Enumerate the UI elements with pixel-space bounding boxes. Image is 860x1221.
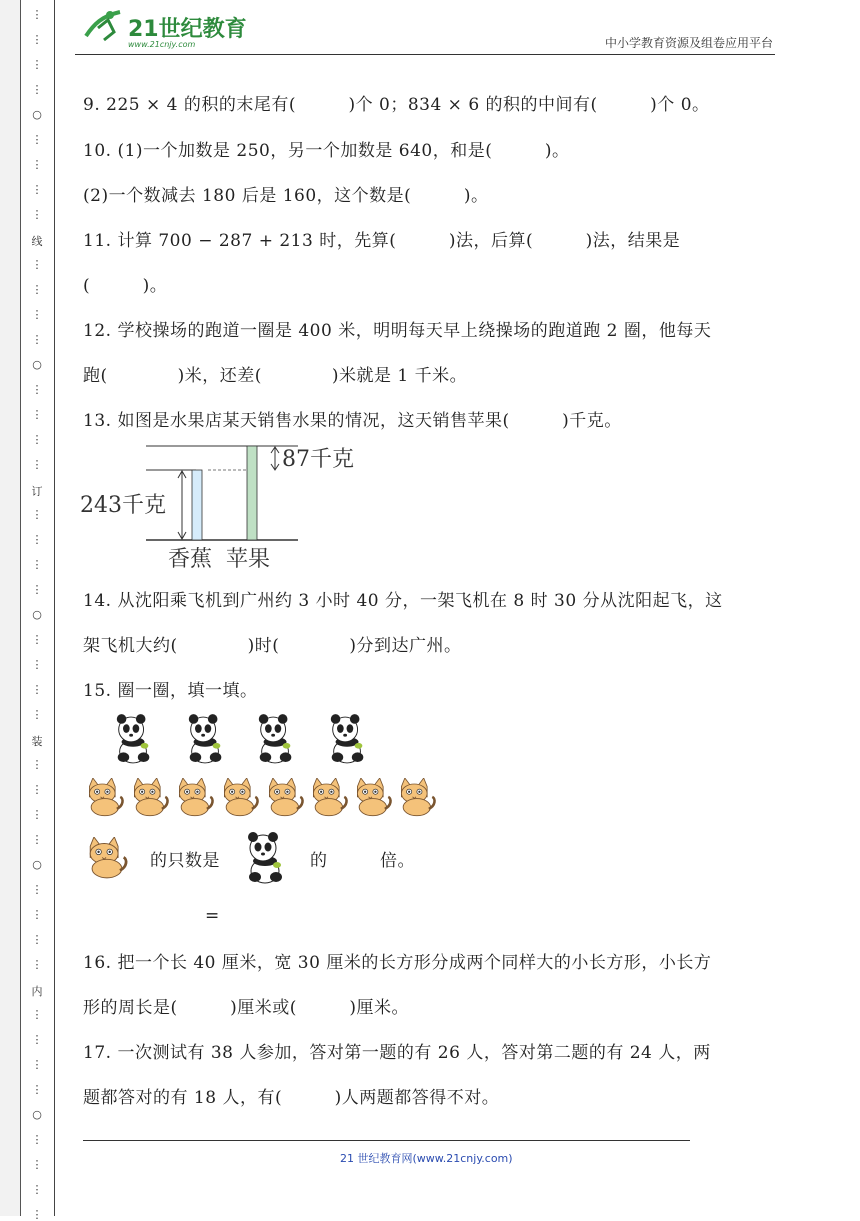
- binding-dot: ⋮: [31, 308, 43, 321]
- cat-icon: [172, 778, 216, 830]
- logo-text: 21世纪教育: [128, 17, 247, 42]
- binding-dot: ⋮: [31, 158, 43, 171]
- cat-icon: [262, 778, 306, 830]
- binding-char: 线: [31, 235, 43, 248]
- binding-dot: ⋮: [31, 633, 43, 646]
- binding-dot: ⋮: [31, 833, 43, 846]
- category-banana: 香蕉: [168, 547, 213, 572]
- cat-icon: [306, 778, 350, 830]
- panda-icon: [112, 713, 156, 771]
- question-15: 15. 圈一圈，填一填。: [83, 681, 258, 701]
- binding-dot: ⋮: [31, 783, 43, 796]
- question-17-line1: 17. 一次测试有 38 人参加，答对第一题的有 26 人，答对第二题的有 24 人，两: [83, 1043, 711, 1063]
- question-14-line1: 14. 从沈阳乘飞机到广州约 3 小时 40 分，一架飞机在 8 时 30 分从沈阳起飞，这: [83, 591, 723, 611]
- logo-url: www.21cnjy.com: [128, 40, 196, 49]
- binding-dot: ⋮: [31, 533, 43, 546]
- cat-icon: [350, 778, 394, 830]
- binding-dot: ⋮: [31, 958, 43, 971]
- binding-dot: ⋮: [31, 808, 43, 821]
- binding-dot: ⋮: [31, 1058, 43, 1071]
- binding-dot: ⋮: [31, 1158, 43, 1171]
- binding-dot: ⋮: [31, 58, 43, 71]
- binding-dot: ⋮: [31, 183, 43, 196]
- panda-icon: [254, 713, 298, 771]
- binding-dot: ⋮: [31, 383, 43, 396]
- binding-dot: ⋮: [31, 1208, 43, 1221]
- binding-dot: ⋮: [31, 908, 43, 921]
- binding-dot: ⋮: [31, 658, 43, 671]
- binding-dot: ⋮: [31, 433, 43, 446]
- binding-dot: ⋮: [31, 683, 43, 696]
- bar-apple: [247, 446, 257, 540]
- label-87: 87千克: [282, 447, 354, 472]
- binding-dot: ⋮: [31, 558, 43, 571]
- binding-char: 内: [31, 985, 43, 998]
- binding-dot: ⋮: [31, 758, 43, 771]
- binding-dot: ○: [32, 858, 42, 871]
- binding-dot: ⋮: [31, 8, 43, 21]
- question-12-line2: 跑( )米，还差( )米就是 1 千米。: [83, 366, 468, 386]
- page-header: [75, 0, 775, 55]
- binding-dot: ⋮: [31, 708, 43, 721]
- logo: [80, 6, 250, 54]
- question-13: 13. 如图是水果店某天销售水果的情况，这天销售苹果( )千克。: [83, 411, 622, 431]
- label-243: 243千克: [80, 493, 166, 518]
- cat-icon: [394, 778, 438, 830]
- binding-margin: [0, 0, 21, 1216]
- binding-dot: ⋮: [31, 883, 43, 896]
- binding-dot: ⋮: [31, 458, 43, 471]
- cat-icon: [82, 837, 130, 893]
- binding-dot: ⋮: [31, 1008, 43, 1021]
- binding-dot: ⋮: [31, 1133, 43, 1146]
- binding-dot: ⋮: [31, 83, 43, 96]
- question-11-line2: ( )。: [83, 276, 168, 296]
- question-10-1: 10. (1)一个加数是 250，另一个加数是 640，和是( )。: [83, 141, 570, 161]
- binding-char: 装: [31, 735, 43, 748]
- question-16-line1: 16. 把一个长 40 厘米，宽 30 厘米的长方形分成两个同样大的小长方形，小长方: [83, 953, 712, 973]
- binding-dot: ○: [32, 608, 42, 621]
- binding-dot: ⋮: [31, 933, 43, 946]
- cat-icon: [217, 778, 261, 830]
- binding-dot: ○: [32, 358, 42, 371]
- q15-text-times: 倍。: [380, 851, 415, 871]
- binding-dot: ⋮: [31, 333, 43, 346]
- binding-dot: ⋮: [31, 283, 43, 296]
- question-10-2: (2)一个数减去 180 后是 160，这个数是( )。: [83, 186, 489, 206]
- cat-icon: [82, 778, 126, 830]
- binding-dot: ⋮: [31, 208, 43, 221]
- binding-dot: ⋮: [31, 1083, 43, 1096]
- cat-icon: [127, 778, 171, 830]
- question-12-line1: 12. 学校操场的跑道一圈是 400 米，明明每天早上绕操场的跑道跑 2 圈，他每天: [83, 321, 712, 341]
- q15-equals: =: [205, 906, 220, 926]
- binding-dots: [28, 0, 46, 1221]
- binding-dot: ⋮: [31, 33, 43, 46]
- q15-text-only-count: 的只数是: [150, 851, 220, 871]
- binding-char: 订: [31, 485, 43, 498]
- q15-text-of: 的: [310, 851, 328, 871]
- binding-dot: ○: [32, 1108, 42, 1121]
- binding-dot: ⋮: [31, 1033, 43, 1046]
- question-14-line2: 架飞机大约( )时( )分到达广州。: [83, 636, 462, 656]
- platform-name: 中小学教育资源及组卷应用平台: [604, 36, 773, 50]
- panda-icon: [326, 713, 370, 771]
- binding-dot: ⋮: [31, 133, 43, 146]
- panda-icon: [243, 830, 289, 892]
- question-17-line2: 题都答对的有 18 人，有( )人两题都答得不对。: [83, 1088, 500, 1108]
- binding-dot: ⋮: [31, 508, 43, 521]
- fruit-sales-chart: [78, 440, 378, 579]
- binding-dot: ⋮: [31, 583, 43, 596]
- binding-dot: ⋮: [31, 1183, 43, 1196]
- footer-line: [83, 1140, 690, 1141]
- binding-dot: ○: [32, 108, 42, 121]
- bar-banana: [192, 470, 202, 540]
- binding-dot: ⋮: [31, 408, 43, 421]
- panda-icon: [184, 713, 228, 771]
- footer-text: 21 世纪教育网(www.21cnjy.com): [340, 1152, 513, 1165]
- question-9: 9. 225 × 4 的积的末尾有( )个 0；834 × 6 的积的中间有( )个 0。: [83, 95, 710, 115]
- category-apple: 苹果: [226, 547, 271, 572]
- question-11-line1: 11. 计算 700 − 287 + 213 时，先算( )法，后算( )法，结果是: [83, 231, 681, 251]
- binding-dot: ⋮: [31, 258, 43, 271]
- question-16-line2: 形的周长是( )厘米或( )厘米。: [83, 998, 410, 1018]
